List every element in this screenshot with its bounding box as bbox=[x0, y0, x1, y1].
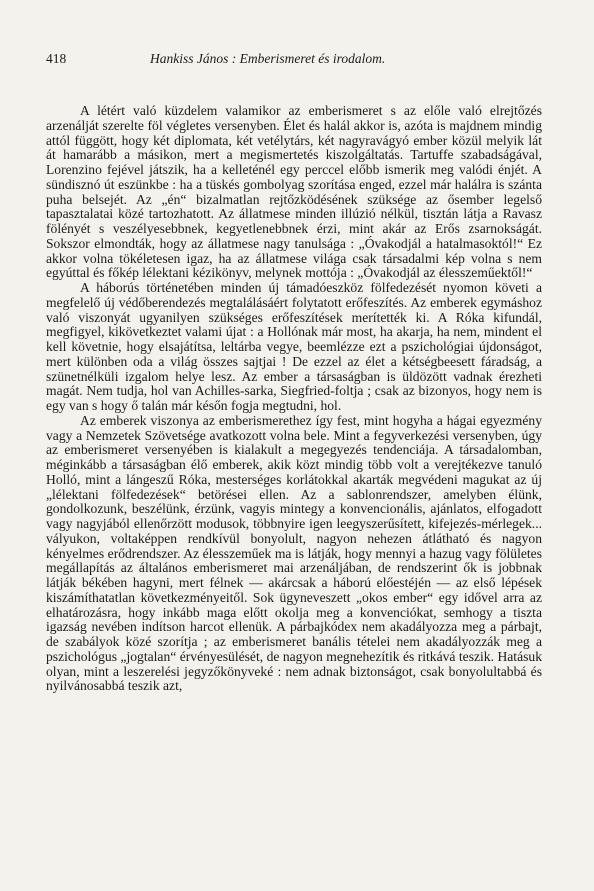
running-title: Hankiss János : Emberismeret és irodalom. bbox=[150, 51, 386, 66]
paragraph-2: A háborús történetében minden új támadóeszköz fölfedezését nyomon követi a megfelelő új védőberendezés megtalálásáért folytatott erőfeszítés. Az emberek egymáshoz való viszonyát ugyanilyen szükséges erőfeszítések merítették ki. A Róka kifundál, megfigyel, kikövetkeztet valami újat : a Hollónak már most, ha akarja, ha nem, mindent el kell követnie, hogy elsajátítsa, leltárba vegye, beemlézze ezt a pszichológiai újdonságot, mert különben oda a világ összes sajtjai ! De ezzel az élet a kétségbeesett fáradság, a szünetnélküli izgalom helye lesz. Az ember a társaságban is üldözött vadnak érezheti magát. Nem tudja, hol van Achilles-sarka, Siegfried-foltja ; csak az bizonyos, hogy nem is egy van s hogy ő talán már későn fogja megtudni, hol. bbox=[46, 280, 542, 413]
running-header bbox=[46, 51, 564, 71]
body-text bbox=[46, 104, 542, 694]
page-number: 418 bbox=[46, 51, 67, 66]
paragraph-1: A létért való küzdelem valamikor az emberismeret s az előle való elrejtőzés arzenálját szerelte föl végletes versenyben. Élet és halál akkor is, azóta is majdnem mindig attól függött, hogy két diplomata, két vetélytárs, két nagyravágyó ember közül melyik lát át hamarább a másikon, mert a megismertetés kiszolgáltatás. Tartuffe szabadságával, Lorenzino fejével játszik, ha a kelleténél egy perccel előbb ismerik meg valódi énjét. A sündisznó út eszünkbe : ha a tüskés gombolyag szorítása enged, ezzel már halálra is szánta puha belsejét. Az „én“ bizalmatlan rejtőzködésének szüksége az ősember legelső tapasztalatai közé tartozhatott. Az állatmese minden illúzió nélkül, tisztán látja a Ravasz fölényét s veszélyesebbnek, kegyetlenebbnek érzi, mint akár az Erős zsarnokságát. Sokszor elmondták, hogy az állatmese nagy tanulsága : „Óvakodjál a hatalmasoktól!“ Ez akkor volna tökéletesen igaz, ha az állatmese világa csak társadalmi kép volna s nem egyúttal és főkép lélektani kézikönyv, melynek mottója : „Óvakodjál az élesszeműektől!“ bbox=[46, 103, 542, 281]
paragraph-3: Az emberek viszonya az emberismerethez így fest, mint hogyha a hágai egyezmény vagy a Nemzetek Szövetsége avatkozott volna bele. Mint a fegyverkezési versenyben, úgy az emberismeret versenyében is kialakult a megegyezés tendenciája. A társadalomban, méginkább a társaságban élő emberek, akik közt mindig több volt a verejtékezve tanuló Holló, mint a lángeszű Róka, mesterséges korlátokkal akarták megvédeni magukat az új „lélektani fölfedezések“ betörései ellen. Az a sablonrendszer, amelyben élünk, gondolkozunk, beszélünk, érzünk, vagyis mintegy a konvencionális, ajánlatos, elfogadott vagy nagyjából ellenőrzött modusok, többnyire igen leegyszerűsített, kifejezés-mérlegek... vályukon, voltaképpen rendkívül bonyolult, nagyon nehezen átlátható és nagyon kényelmes erődrendszer. Az élesszeműek ma is látják, hogy mennyi a hazug vagy fölületes megállapítás az általános emberismeret mai arzenáljában, de rendszerint ők is jobbnak látják békében hagyni, mert félnek — akárcsak a háború előestéjén — az első lépések kiszámíthatatlan következményeitől. Sok ügyneveszett „okos ember“ egy idővel arra az elhatározásra, hogy inkább maga előtt okolja meg a konvenciókat, semhogy a tiszta igazság nevében indítson harcot ellenük. A párbajkódex nem akadályozza meg a párbajt, de szabályok közé szorítja ; az emberismeret banális tételei nem akadályozzák meg a pszichológus „jogtalan“ érvényesülését, de nagyon megnehezítik és ritkává teszik. Hatásuk olyan, mint a leszerelési jegyzőkönyveké : nem adnak biztonságot, csak bonyolultabbá és nyilvánosabbá teszik azt, bbox=[46, 412, 542, 694]
